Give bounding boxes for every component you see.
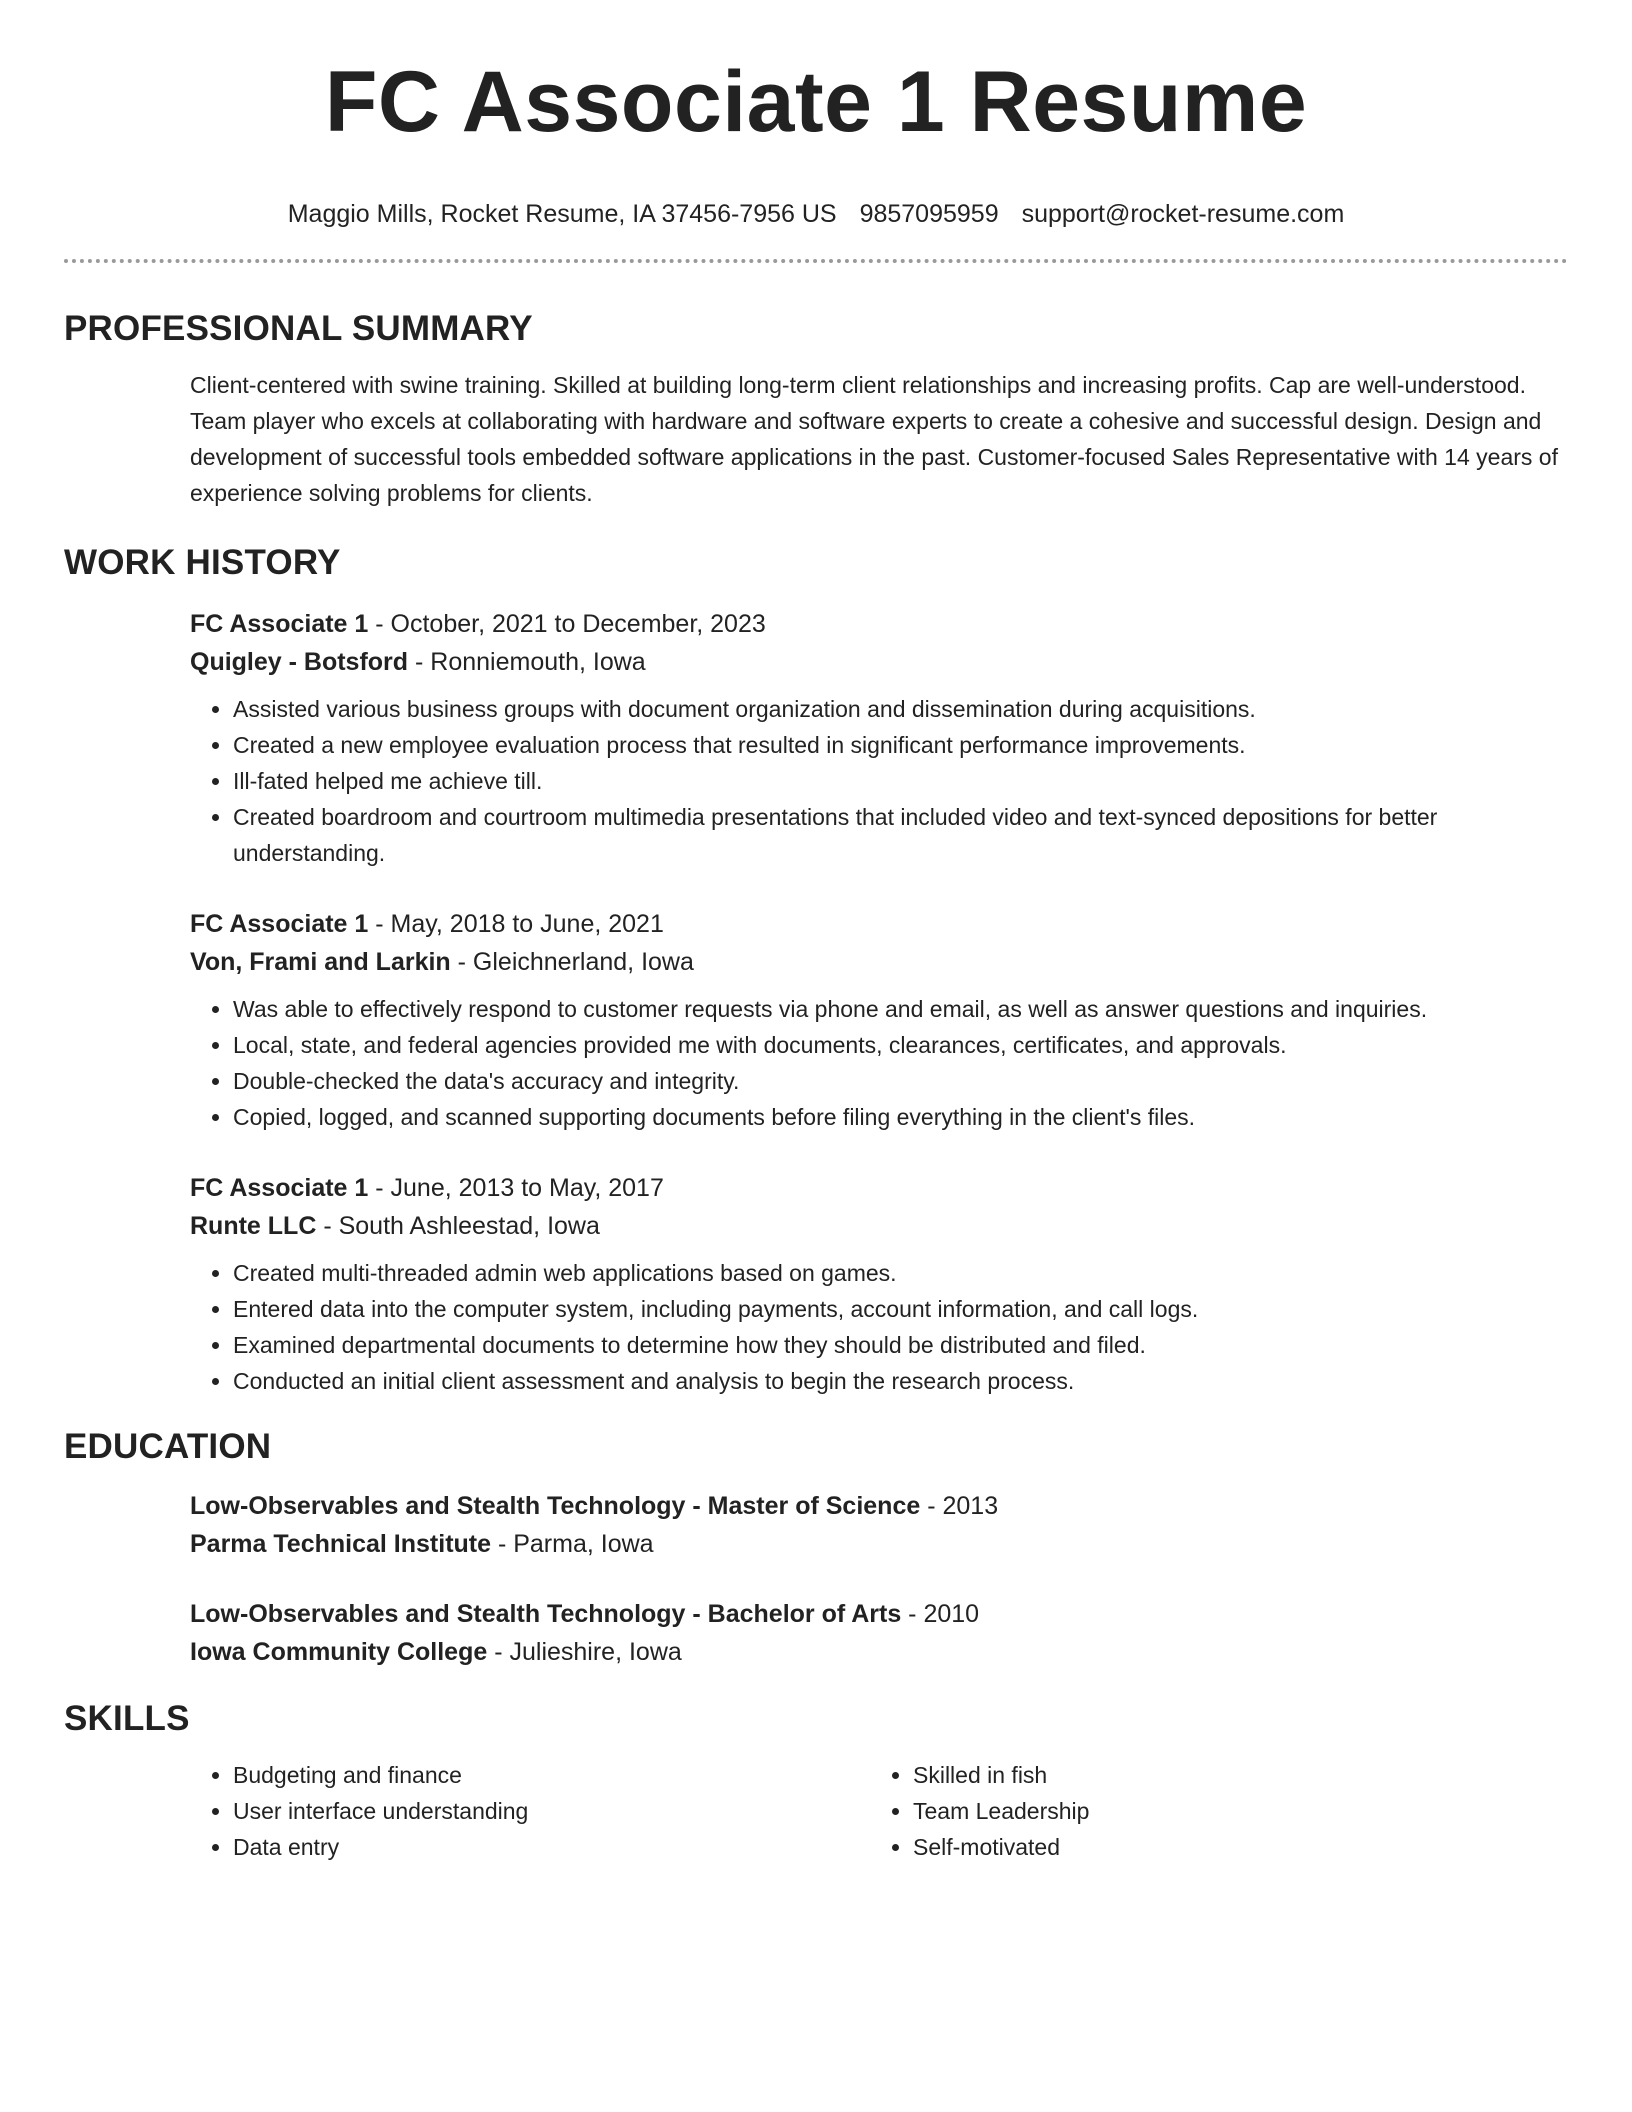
job-bullets (190, 691, 1568, 871)
list-item: • Created a new employee evaluation process that resulted in significant performance improvements. (233, 727, 1568, 763)
contact-line (64, 198, 1568, 230)
education-degree: Low-Observables and Stealth Technology - Bachelor of Arts (190, 1600, 902, 1628)
section-title-education: EDUCATION (64, 1427, 272, 1466)
job-company: Von, Frami and Larkin (190, 948, 451, 976)
education-degree: Low-Observables and Stealth Technology - Master of Science (190, 1492, 921, 1520)
list-item: • Was able to effectively respond to customer requests via phone and email, as well as answer questions and inquiries. (233, 991, 1568, 1027)
education-body (190, 1487, 1568, 1671)
job-company: Quigley - Botsford (190, 648, 409, 676)
job-location: - Gleichnerland, Iowa (450, 948, 694, 976)
skill-item: • Skilled in fish (913, 1757, 1550, 1793)
section-title-work-history: WORK HISTORY (64, 543, 341, 582)
skills-body (190, 1757, 1568, 1865)
list-item: • Double-checked the data's accuracy and integrity. (233, 1063, 1568, 1099)
skills-column-left (190, 1757, 870, 1865)
work-history-body (190, 605, 1568, 1399)
skill-item: • Team Leadership (913, 1793, 1550, 1829)
job-title-line (190, 905, 1568, 943)
job-company-line (190, 943, 1568, 981)
job-entry (190, 1169, 1568, 1399)
skills-column-right (870, 1757, 1550, 1865)
header-divider (64, 259, 1568, 263)
education-location: - Julieshire, Iowa (487, 1638, 682, 1666)
section-title-summary: PROFESSIONAL SUMMARY (64, 309, 533, 348)
contact-email[interactable]: support@rocket-resume.com (1021, 200, 1345, 228)
resume-title: FC Associate 1 Resume (324, 54, 1308, 150)
list-item: • Ill-fated helped me achieve till. (233, 763, 1568, 799)
education-school: Iowa Community College (190, 1638, 488, 1666)
contact-phone: 9857095959 (859, 200, 999, 228)
list-item: • Entered data into the computer system, including payments, account information, and call logs. (233, 1291, 1568, 1327)
skills-section (64, 1697, 1568, 1865)
job-location: - Ronniemouth, Iowa (408, 648, 646, 676)
job-entry (190, 905, 1568, 1135)
job-dates: - October, 2021 to December, 2023 (368, 610, 766, 638)
skill-item: • Self-motivated (913, 1829, 1550, 1865)
summary-body (190, 367, 1568, 511)
list-item: • Created multi-threaded admin web applications based on games. (233, 1255, 1568, 1291)
education-year: - 2010 (901, 1600, 980, 1628)
resume-header (64, 0, 1568, 263)
education-degree-line (190, 1595, 1568, 1633)
skills-list-left (190, 1757, 870, 1865)
skill-item: • Data entry (233, 1829, 870, 1865)
list-item: • Created boardroom and courtroom multimedia presentations that included video and text-synced depositions for better understanding. (233, 799, 1568, 871)
education-year: - 2013 (920, 1492, 999, 1520)
job-dates: - May, 2018 to June, 2021 (368, 910, 664, 938)
education-school: Parma Technical Institute (190, 1530, 492, 1558)
job-title-line (190, 605, 1568, 643)
education-section (64, 1425, 1568, 1671)
skill-item: • User interface understanding (233, 1793, 870, 1829)
section-title-skills: SKILLS (64, 1699, 190, 1738)
list-item: • Assisted various business groups with document organization and dissemination during acquisitions. (233, 691, 1568, 727)
education-school-line (190, 1525, 1568, 1563)
list-item: • Conducted an initial client assessment and analysis to begin the research process. (233, 1363, 1568, 1399)
job-company: Runte LLC (190, 1212, 317, 1240)
job-company-line (190, 643, 1568, 681)
job-role: FC Associate 1 (190, 910, 369, 938)
skills-list-right (870, 1757, 1550, 1865)
summary-text: Client-centered with swine training. Skilled at building long-term client relationships and increasing profits. Cap are well-understood. Team player who excels at collaborating with hardware and software experts to create a cohesive and successful design. Design and development of successful tools embedded software applications in the past. Customer-focused Sales Representative with 14 years of experience solving problems for clients. (190, 372, 1558, 506)
list-item: • Examined departmental documents to determine how they should be distributed and filed. (233, 1327, 1568, 1363)
education-degree-line (190, 1487, 1568, 1525)
job-title-line (190, 1169, 1568, 1207)
job-bullets (190, 1255, 1568, 1399)
job-bullets (190, 991, 1568, 1135)
job-company-line (190, 1207, 1568, 1245)
list-item: • Local, state, and federal agencies provided me with documents, clearances, certificates, and approvals. (233, 1027, 1568, 1063)
contact-address: Maggio Mills, Rocket Resume, IA 37456-7956 US (287, 200, 837, 228)
summary-section (64, 307, 1568, 511)
job-entry (190, 605, 1568, 871)
job-dates: - June, 2013 to May, 2017 (368, 1174, 664, 1202)
job-location: - South Ashleestad, Iowa (316, 1212, 600, 1240)
work-history-section (64, 541, 1568, 1399)
education-entry (190, 1595, 1568, 1671)
skill-item: • Budgeting and finance (233, 1757, 870, 1793)
job-role: FC Associate 1 (190, 1174, 369, 1202)
education-entry (190, 1487, 1568, 1563)
job-role: FC Associate 1 (190, 610, 369, 638)
education-location: - Parma, Iowa (491, 1530, 654, 1558)
list-item: • Copied, logged, and scanned supporting documents before filing everything in the client's files. (233, 1099, 1568, 1135)
education-school-line (190, 1633, 1568, 1671)
